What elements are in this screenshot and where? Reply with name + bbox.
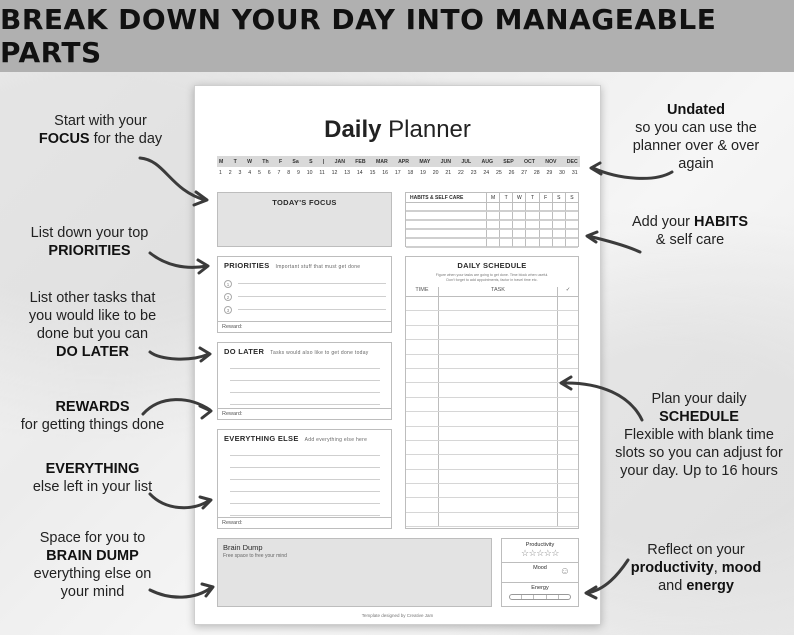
- date-separator: |: [322, 158, 325, 165]
- focus-annotation-bold: FOCUS: [38, 131, 90, 147]
- day-number[interactable]: 6: [267, 169, 271, 176]
- schedule-row[interactable]: [406, 355, 578, 369]
- smiley-icon[interactable]: ☺: [559, 566, 570, 577]
- undated-annotation-line3: again: [678, 156, 714, 172]
- rewards-annotation-line1: for getting things done: [20, 417, 165, 433]
- schedule-col-time: TIME: [406, 287, 439, 296]
- schedule-row[interactable]: [406, 498, 578, 512]
- day-number[interactable]: 24: [483, 169, 490, 176]
- do-later-annotation-line3: done but you can: [36, 326, 149, 342]
- habit-day-label: S: [552, 193, 565, 203]
- undated-annotation: [596, 101, 794, 173]
- habit-rows: [406, 203, 578, 248]
- day-number[interactable]: 14: [356, 169, 363, 176]
- daily-schedule-instructions: [406, 273, 578, 283]
- priorities-subtitle: Important stuff that must get done: [275, 264, 361, 270]
- date-bar-label[interactable]: OCT: [523, 158, 535, 165]
- schedule-row[interactable]: [406, 340, 578, 354]
- schedule-row[interactable]: [406, 412, 578, 426]
- date-bar-label[interactable]: FEB: [355, 158, 366, 165]
- date-bar-label[interactable]: MAR: [375, 158, 388, 165]
- focus-annotation: [8, 112, 193, 148]
- star-icon[interactable]: ☆: [536, 548, 544, 558]
- reflection-box: [501, 538, 579, 607]
- schedule-row[interactable]: [406, 441, 578, 455]
- habit-day-label: F: [539, 193, 552, 203]
- day-number[interactable]: 12: [331, 169, 338, 176]
- day-number[interactable]: 8: [287, 169, 291, 176]
- planner-title-rest: Planner: [381, 116, 471, 143]
- priority-row[interactable]: [224, 277, 386, 290]
- reflect-annotation-bold2: mood: [721, 560, 762, 576]
- habits-box[interactable]: [405, 192, 579, 247]
- do-later-title: DO LATER: [224, 347, 265, 356]
- habits-annotation-line2: & self care: [655, 232, 725, 248]
- day-number[interactable]: 3: [238, 169, 242, 176]
- day-number[interactable]: 23: [470, 169, 477, 176]
- priorities-box[interactable]: [217, 256, 392, 333]
- schedule-row[interactable]: [406, 311, 578, 325]
- do-later-subtitle: Tasks would also like to get done today: [270, 350, 369, 356]
- day-number[interactable]: 13: [344, 169, 351, 176]
- date-bar-label[interactable]: T: [233, 158, 237, 165]
- date-bar-label[interactable]: W: [247, 158, 252, 165]
- energy-meter[interactable]: [509, 594, 571, 600]
- priorities-annotation: [0, 224, 182, 260]
- do-later-annotation-line2: you would like to be: [28, 308, 157, 324]
- daily-schedule-title: DAILY SCHEDULE: [457, 261, 527, 270]
- brain-dump-annotation-line1: Space for you to: [39, 530, 146, 546]
- priorities-annotation-line1: List down your top: [30, 225, 149, 241]
- day-number[interactable]: 29: [546, 169, 553, 176]
- date-bar-label[interactable]: F: [278, 158, 283, 165]
- habit-day-label: W: [512, 193, 525, 203]
- day-number[interactable]: 5: [258, 169, 261, 176]
- day-number[interactable]: 16: [382, 169, 388, 176]
- priorities-reward[interactable]: Reward:: [218, 321, 391, 332]
- schedule-grid: [406, 287, 578, 529]
- date-bar-label[interactable]: JAN: [334, 158, 345, 165]
- day-number[interactable]: 31: [571, 169, 578, 176]
- habits-annotation-line1: Add your: [631, 214, 695, 230]
- day-number[interactable]: 11: [319, 169, 325, 176]
- everything-annotation-bold: EVERYTHING: [45, 461, 140, 477]
- banner-title: BREAK DOWN YOUR DAY INTO MANAGEABLE PARTS: [0, 3, 717, 69]
- todays-focus-title: TODAY'S FOCUS: [272, 198, 337, 207]
- do-later-reward[interactable]: Reward:: [218, 408, 391, 419]
- habits-annotation-bold: HABITS: [694, 214, 749, 230]
- date-bar-label[interactable]: APR: [398, 158, 410, 165]
- schedule-row[interactable]: [406, 398, 578, 412]
- everything-else-lines: [230, 444, 380, 516]
- day-number[interactable]: 10: [306, 169, 313, 176]
- star-icon[interactable]: ☆: [543, 548, 552, 558]
- day-number[interactable]: 1: [219, 169, 222, 176]
- schedule-row[interactable]: [406, 484, 578, 498]
- habit-row[interactable]: [406, 221, 578, 230]
- date-bar-label[interactable]: DEC: [566, 158, 578, 165]
- habit-row[interactable]: [406, 239, 578, 248]
- day-number[interactable]: 2: [228, 169, 232, 176]
- brain-dump-annotation-bold: BRAIN DUMP: [46, 548, 139, 564]
- do-later-annotation: [0, 289, 185, 361]
- schedule-row[interactable]: [406, 383, 578, 397]
- reflect-annotation-line1: Reflect on your: [647, 542, 745, 558]
- everything-annotation: [0, 460, 185, 496]
- day-number[interactable]: 25: [495, 169, 502, 176]
- productivity-label: Productivity: [525, 542, 555, 548]
- schedule-annotation-line1: Plan your daily: [651, 391, 747, 407]
- day-number[interactable]: 19: [420, 169, 426, 176]
- everything-else-subtitle: Add everything else here: [304, 437, 368, 443]
- date-bar-label[interactable]: JUL: [461, 158, 472, 165]
- day-number[interactable]: 17: [394, 169, 401, 176]
- date-bar-label[interactable]: S: [309, 158, 313, 165]
- priorities-list: [224, 277, 386, 316]
- day-number[interactable]: 22: [458, 169, 464, 176]
- schedule-header-row: [406, 287, 578, 297]
- habit-days-header: [486, 193, 578, 203]
- everything-else-reward[interactable]: Reward:: [218, 517, 391, 528]
- brain-dump-annotation-line2: everything else on: [33, 566, 152, 582]
- schedule-row[interactable]: [406, 326, 578, 340]
- day-number[interactable]: 9: [297, 169, 300, 176]
- schedule-col-check: ✓: [565, 287, 571, 293]
- day-number[interactable]: 30: [559, 169, 565, 176]
- habit-day-label: T: [525, 193, 538, 203]
- rewards-annotation-bold: REWARDS: [55, 399, 130, 415]
- focus-annotation-line1: Start with your: [54, 113, 147, 129]
- day-number-row: [217, 167, 580, 178]
- habit-row[interactable]: [406, 203, 578, 212]
- reflect-annotation: [596, 541, 794, 595]
- brain-dump-title: Brain Dump: [223, 543, 263, 552]
- reflect-annotation-bold1: productivity: [630, 560, 714, 576]
- priorities-annotation-bold: PRIORITIES: [48, 243, 131, 259]
- day-number[interactable]: 26: [508, 169, 515, 176]
- everything-else-box[interactable]: [217, 429, 392, 529]
- brain-dump-subtitle: Free space to free your mind: [223, 553, 287, 559]
- habit-day-label: T: [499, 193, 512, 203]
- energy-label: Energy: [531, 585, 549, 591]
- planner-title: [195, 116, 600, 144]
- date-bar-label[interactable]: M: [219, 158, 224, 165]
- do-later-header: [224, 347, 391, 356]
- reflect-annotation-line2: and: [658, 578, 687, 594]
- date-bar-label[interactable]: AUG: [481, 158, 493, 165]
- date-bar: [217, 156, 580, 178]
- day-number[interactable]: 4: [248, 169, 252, 176]
- day-number[interactable]: 28: [533, 169, 540, 176]
- priorities-title: PRIORITIES: [224, 261, 270, 270]
- do-later-annotation-bold: DO LATER: [55, 344, 130, 360]
- priority-row[interactable]: [224, 303, 386, 316]
- todays-focus-box[interactable]: [217, 192, 392, 247]
- date-bar-label[interactable]: MAY: [419, 158, 431, 165]
- schedule-annotation-line4: your day. Up to 16 hours: [620, 463, 778, 479]
- date-bar-label[interactable]: NOV: [545, 158, 557, 165]
- daily-schedule-box[interactable]: [405, 256, 579, 529]
- priority-row[interactable]: [224, 290, 386, 303]
- priority-number: 1: [224, 280, 232, 288]
- star-icon[interactable]: ☆: [551, 548, 559, 558]
- focus-annotation-line2: for the day: [89, 131, 163, 147]
- habit-row[interactable]: [406, 212, 578, 221]
- priority-number: 3: [224, 306, 232, 314]
- schedule-annotation-bold: SCHEDULE: [659, 409, 739, 425]
- brain-dump-annotation-line3: your mind: [60, 584, 125, 600]
- schedule-annotation-line2: Flexible with blank time: [624, 427, 774, 443]
- weekday-month-row: [217, 156, 580, 167]
- rewards-annotation: [0, 398, 185, 434]
- undated-annotation-bold: Undated: [667, 102, 725, 118]
- date-bar-label[interactable]: SEP: [503, 158, 514, 165]
- reflect-annotation-bold3: energy: [686, 578, 734, 594]
- undated-annotation-line2: planner over & over: [632, 138, 760, 154]
- star-icon[interactable]: ☆: [528, 548, 537, 558]
- habits-annotation: [590, 213, 790, 249]
- date-bar-label[interactable]: Sa: [292, 158, 299, 165]
- day-number[interactable]: 7: [277, 169, 281, 176]
- habits-title: HABITS & SELF CARE: [410, 194, 464, 201]
- date-bar-label[interactable]: Th: [262, 158, 269, 165]
- habit-day-label: S: [565, 193, 578, 203]
- mood-label: Mood: [533, 565, 547, 571]
- star-icon[interactable]: ☆: [521, 548, 529, 558]
- habit-day-label: M: [486, 193, 499, 203]
- schedule-col-task: TASK: [439, 287, 558, 296]
- brain-dump-annotation: [0, 529, 185, 601]
- schedule-row[interactable]: [406, 369, 578, 383]
- priorities-header: [224, 261, 391, 270]
- planner-title-bold: Daily: [324, 116, 382, 143]
- undated-annotation-line1: so you can use the: [635, 120, 757, 136]
- everything-else-title: EVERYTHING ELSE: [224, 434, 299, 443]
- schedule-rows: [406, 297, 578, 527]
- schedule-row[interactable]: [406, 427, 578, 441]
- schedule-row[interactable]: [406, 513, 578, 527]
- reflect-annotation-sep: ,: [713, 560, 722, 576]
- brain-dump-box[interactable]: [217, 538, 492, 607]
- schedule-row[interactable]: [406, 455, 578, 469]
- do-later-annotation-line1: List other tasks that: [29, 290, 156, 306]
- priority-number: 2: [224, 293, 232, 301]
- everything-annotation-line1: else left in your list: [32, 479, 153, 495]
- schedule-annotation-line3: slots so you can adjust for: [615, 445, 783, 461]
- do-later-box[interactable]: [217, 342, 392, 420]
- date-bar-label[interactable]: JUN: [440, 158, 452, 165]
- productivity-stars[interactable]: [502, 548, 578, 558]
- day-number[interactable]: 15: [369, 169, 376, 176]
- planner-page: [194, 85, 601, 625]
- day-number[interactable]: 27: [521, 169, 528, 176]
- do-later-lines: [230, 357, 380, 405]
- day-number[interactable]: 18: [407, 169, 414, 176]
- daily-schedule-instructions-line1: Figure when your tasks are going to get done. Time block when useful.: [435, 273, 549, 277]
- daily-schedule-instructions-line2: Don't forget to add appointments, factor in travel time etc.: [446, 278, 538, 282]
- schedule-row[interactable]: [406, 297, 578, 311]
- day-number[interactable]: 20: [432, 169, 439, 176]
- day-number[interactable]: 21: [445, 169, 452, 176]
- habit-row[interactable]: [406, 230, 578, 239]
- planner-footer: Template designed by Creative Jam: [361, 613, 434, 618]
- schedule-row[interactable]: [406, 470, 578, 484]
- everything-else-header: [224, 434, 391, 443]
- schedule-annotation: [604, 390, 794, 480]
- banner: [0, 0, 794, 72]
